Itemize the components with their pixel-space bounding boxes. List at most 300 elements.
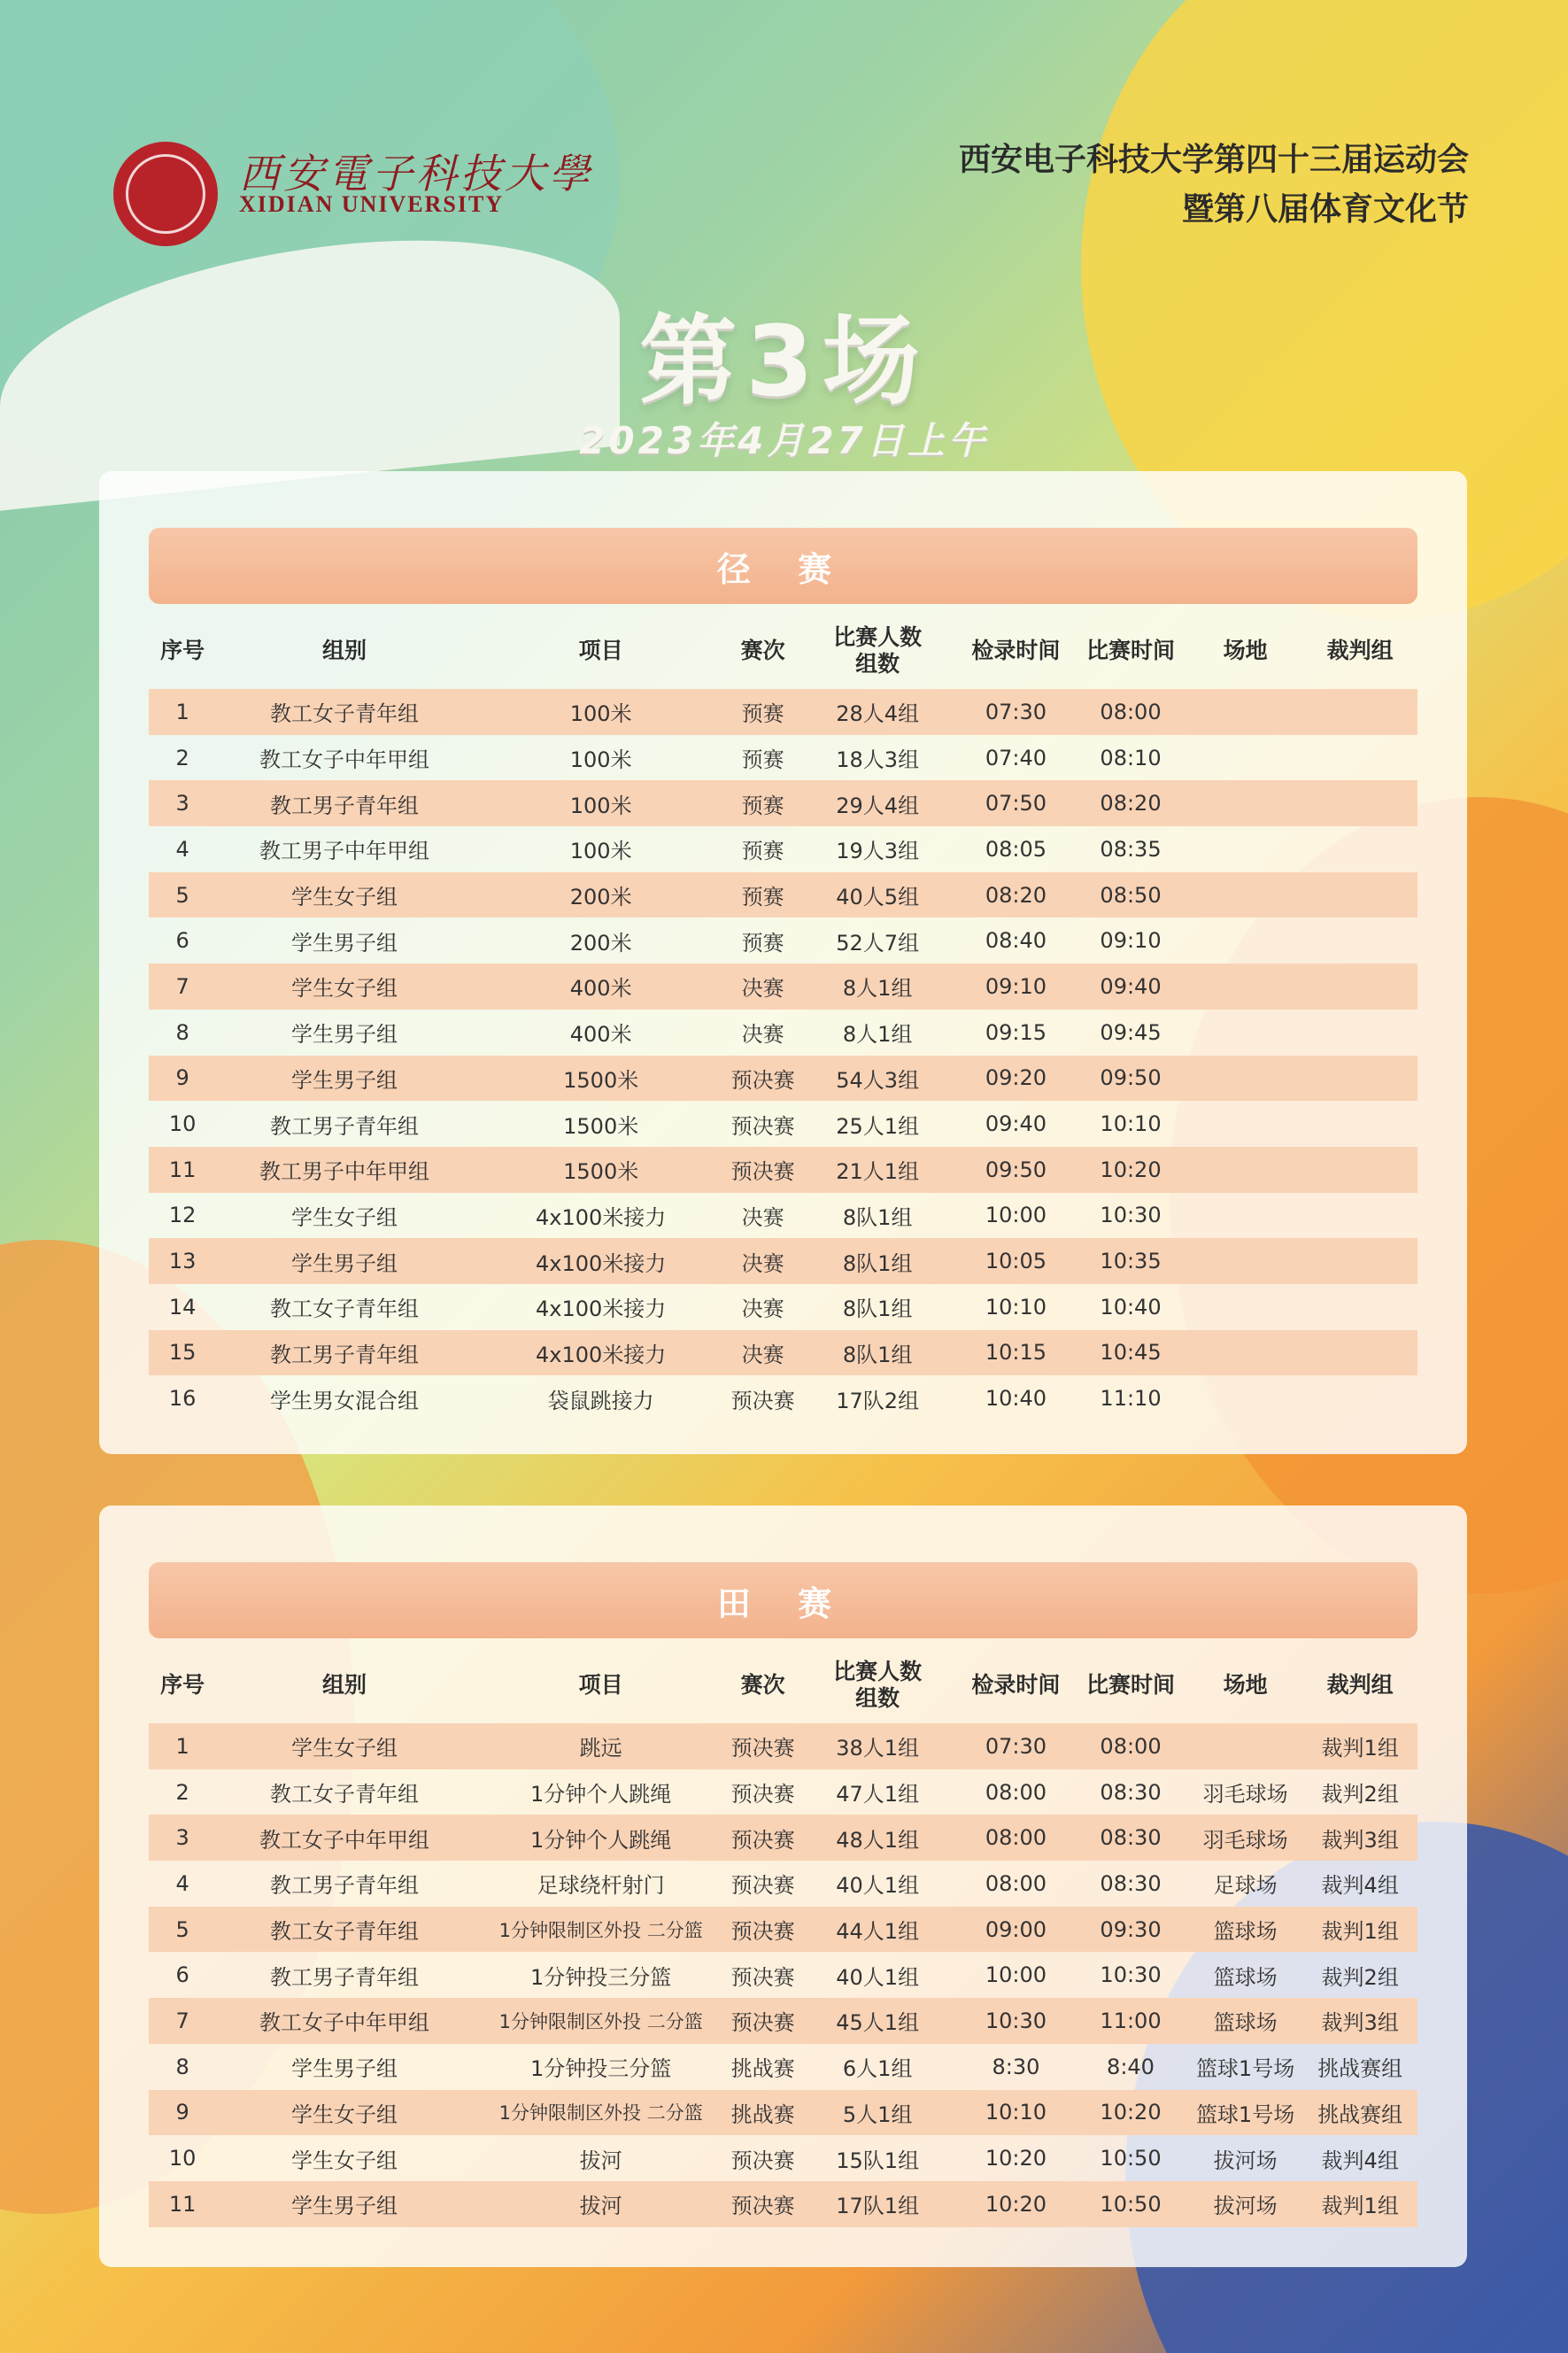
table-cell [1302, 1147, 1417, 1193]
table-cell: 学生女子组 [216, 964, 473, 1010]
table-cell: 6 [175, 1962, 189, 1988]
table-row [149, 1010, 1417, 1056]
table-cell: 08:00 [959, 1815, 1074, 1861]
table-cell: 3 [149, 780, 216, 826]
table-cell [1302, 1010, 1417, 1056]
table-cell: 预决赛 [730, 1998, 797, 2044]
table-cell: 08:00 [1073, 689, 1188, 735]
table-cell: 6人1组 [842, 2056, 913, 2082]
table-cell [1188, 1284, 1303, 1330]
table-cell: 08:35 [1100, 836, 1162, 862]
table-cell: 8队1组 [797, 1238, 959, 1284]
field-table [149, 1647, 1417, 2227]
table-cell: 学生女子组 [291, 2148, 398, 2173]
table-cell: 足球场 [1213, 1873, 1278, 1899]
table-cell: 教工女子青年组 [270, 1296, 420, 1322]
session-date: 2023年4月27日上午 [579, 419, 989, 462]
table-cell [1188, 826, 1303, 872]
track-table [149, 613, 1417, 1421]
table-cell: 教工女子青年组 [270, 1782, 420, 1807]
table-row [149, 689, 1417, 735]
table-cell: 裁判4组 [1321, 1873, 1399, 1899]
table-cell: 裁判2组 [1321, 1964, 1399, 1990]
table-cell: 10:10 [959, 2090, 1074, 2136]
table-cell: 决赛 [730, 1330, 797, 1376]
table-row [149, 2135, 1417, 2181]
table-cell: 08:20 [1073, 780, 1188, 826]
table-cell: 10 [168, 1111, 197, 1137]
table-cell [1302, 1375, 1417, 1421]
table-cell: 200米 [473, 872, 730, 918]
table-cell: 10:20 [959, 2181, 1074, 2227]
field-panel [99, 1505, 1467, 2267]
table-cell: 决赛 [730, 1238, 797, 1284]
table-cell: 5 [149, 1907, 216, 1953]
table-cell: 10:30 [1100, 1962, 1162, 1988]
table-cell [1302, 780, 1417, 826]
column-header: 项目 [578, 638, 623, 663]
column-header: 组别 [322, 1672, 367, 1698]
table-cell: 学生女子组 [291, 1204, 398, 1230]
table-cell: 裁判1组 [1302, 1907, 1417, 1953]
table-cell: 4x100米接力 [473, 1330, 730, 1376]
table-row [149, 1284, 1417, 1330]
table-cell: 预决赛 [730, 1723, 797, 1769]
table-cell: 4x100米接力 [536, 1204, 667, 1230]
table-cell: 跳远 [473, 1723, 730, 1769]
table-row [149, 964, 1417, 1010]
table-cell: 学生女子组 [216, 2090, 473, 2136]
table-cell: 1分钟限制区外投 二分篮 [473, 1907, 730, 1953]
table-cell: 决赛 [741, 1204, 784, 1230]
table-cell: 教工男子青年组 [270, 1964, 420, 1990]
table-cell: 1分钟投三分篮 [530, 2056, 672, 2082]
table-cell: 07:30 [959, 1723, 1074, 1769]
table-cell: 7 [149, 1998, 216, 2044]
table-cell: 决赛 [730, 964, 797, 1010]
table-cell: 11:10 [1100, 1386, 1162, 1412]
table-cell: 08:30 [1073, 1815, 1188, 1861]
table-cell: 10:15 [959, 1330, 1074, 1376]
table-cell: 400米 [473, 964, 730, 1010]
table-cell: 1分钟限制区外投 二分篮 [473, 1998, 730, 2044]
table-cell: 学生男子组 [216, 1056, 473, 1102]
table-row [149, 1998, 1417, 2044]
table-cell: 25人1组 [836, 1113, 920, 1139]
table-cell: 挑战赛 [730, 2090, 797, 2136]
table-cell: 15队1组 [836, 2148, 920, 2173]
column-header: 比赛时间 [1086, 1672, 1176, 1698]
table-cell: 08:00 [1073, 1723, 1188, 1769]
table-cell: 教工男子青年组 [270, 1113, 420, 1139]
table-cell: 08:50 [1073, 872, 1188, 918]
table-cell: 12 [168, 1203, 197, 1228]
table-cell: 07:40 [985, 745, 1047, 770]
table-row [149, 1861, 1417, 1907]
table-cell: 8:30 [992, 2054, 1040, 2079]
table-cell: 11 [149, 2181, 216, 2227]
table-cell: 10 [168, 2146, 197, 2171]
table-cell: 学生女子组 [216, 872, 473, 918]
session-title: 第3场 [639, 305, 929, 418]
table-cell: 教工男子中年甲组 [216, 1147, 473, 1193]
table-cell: 裁判3组 [1302, 1998, 1417, 2044]
table-cell [1188, 964, 1303, 1010]
table-cell: 8队1组 [842, 1204, 913, 1230]
table-cell: 08:30 [1100, 1870, 1162, 1896]
track-table-body [149, 689, 1417, 1421]
table-row [149, 1238, 1417, 1284]
table-cell: 4 [175, 836, 189, 862]
table-cell: 19人3组 [836, 839, 920, 864]
table-row [149, 1723, 1417, 1769]
table-cell: 篮球场 [1188, 1907, 1303, 1953]
table-cell: 400米 [569, 1022, 632, 1048]
table-cell: 决赛 [741, 1296, 784, 1322]
table-cell: 200米 [569, 930, 632, 956]
table-cell [1302, 735, 1417, 781]
table-cell: 学生男子组 [291, 1022, 398, 1048]
table-cell: 教工女子中年甲组 [216, 1815, 473, 1861]
table-cell [1302, 1193, 1417, 1239]
table-cell: 21人1组 [797, 1147, 959, 1193]
table-cell [1302, 917, 1417, 964]
table-cell [1188, 780, 1303, 826]
table-cell [1302, 1101, 1417, 1147]
table-cell: 100米 [473, 689, 730, 735]
table-cell: 1分钟投三分篮 [530, 1964, 672, 1990]
table-cell: 10:50 [1100, 2146, 1162, 2171]
table-cell: 08:30 [1100, 1779, 1162, 1805]
column-header: 场地 [1223, 1672, 1268, 1698]
column-header: 检录时间 [971, 1672, 1061, 1698]
table-cell: 17队1组 [797, 2181, 959, 2227]
table-cell [1302, 964, 1417, 1010]
table-cell [1188, 1101, 1303, 1147]
column-header: 序号 [160, 638, 205, 663]
table-cell: 教工女子中年甲组 [216, 1998, 473, 2044]
table-cell: 预决赛 [730, 1388, 795, 1413]
table-cell: 学生男子组 [216, 2181, 473, 2227]
table-cell: 10:00 [985, 1962, 1047, 1988]
table-row [149, 1056, 1417, 1102]
table-cell: 预决赛 [730, 1873, 795, 1899]
table-cell: 08:20 [959, 872, 1074, 918]
table-cell: 09:20 [959, 1056, 1074, 1102]
table-cell: 预赛 [741, 930, 784, 956]
table-row [149, 1907, 1417, 1953]
column-header: 检录时间 [971, 638, 1061, 663]
column-header: 项目 [578, 1672, 623, 1698]
table-cell: 教工男子青年组 [216, 780, 473, 826]
table-cell: 拔河 [579, 2148, 622, 2173]
table-cell: 挑战赛组 [1302, 2090, 1417, 2136]
table-cell: 48人1组 [797, 1815, 959, 1861]
table-cell: 9 [149, 1056, 216, 1102]
table-cell: 决赛 [741, 1022, 784, 1048]
table-cell: 09:50 [1073, 1056, 1188, 1102]
table-cell: 08:05 [985, 836, 1047, 862]
table-cell: 09:40 [1073, 964, 1188, 1010]
table-cell: 1分钟限制区外投 二分篮 [473, 2090, 730, 2136]
table-cell: 09:40 [985, 1111, 1047, 1137]
header [0, 0, 1568, 266]
table-cell: 教工女子中年甲组 [259, 747, 430, 773]
table-cell: 拔河场 [1213, 2148, 1278, 2173]
table-cell: 14 [168, 1294, 197, 1320]
table-cell: 2 [175, 1779, 189, 1805]
track-table-header [149, 613, 1417, 689]
table-cell: 40人5组 [797, 872, 959, 918]
table-cell: 38人1组 [797, 1723, 959, 1769]
table-cell: 裁判2组 [1321, 1782, 1399, 1807]
table-cell: 7 [149, 964, 216, 1010]
table-cell: 教工男子青年组 [270, 1873, 420, 1899]
table-cell: 10:20 [985, 2146, 1047, 2171]
track-section-header: 径 赛 [149, 528, 1417, 604]
table-cell: 裁判1组 [1302, 2181, 1417, 2227]
table-cell: 预决赛 [730, 1056, 797, 1102]
table-cell: 足球绕杆射门 [537, 1873, 665, 1899]
table-row [149, 1101, 1417, 1147]
table-cell: 40人1组 [836, 1964, 920, 1990]
table-cell: 预决赛 [730, 1815, 797, 1861]
table-cell: 10:50 [1073, 2181, 1188, 2227]
table-row [149, 1375, 1417, 1421]
table-cell: 8 [175, 2054, 189, 2079]
table-cell: 47人1组 [836, 1782, 920, 1807]
table-cell: 13 [149, 1238, 216, 1284]
table-cell [1188, 1238, 1303, 1284]
table-cell: 8队1组 [797, 1330, 959, 1376]
table-cell [1302, 689, 1417, 735]
table-cell: 预决赛 [730, 1113, 795, 1139]
table-cell: 1500米 [563, 1113, 639, 1139]
table-cell [1302, 826, 1417, 872]
university-logo-cn: 西安電子科技大學 [239, 150, 593, 197]
table-row [149, 1330, 1417, 1376]
table-cell [1188, 1193, 1303, 1239]
table-row [149, 2044, 1417, 2090]
table-cell: 篮球1号场 [1195, 2056, 1295, 2082]
table-cell: 10:40 [1100, 1294, 1162, 1320]
column-header: 裁判组 [1326, 638, 1394, 663]
table-cell: 预决赛 [730, 1782, 795, 1807]
table-cell: 8:40 [1107, 2054, 1155, 2079]
table-cell: 挑战赛 [730, 2056, 795, 2082]
table-cell: 预决赛 [730, 2148, 795, 2173]
table-cell: 预赛 [741, 839, 784, 864]
table-cell: 5 [149, 872, 216, 918]
table-cell: 07:30 [959, 689, 1074, 735]
table-cell: 学生女子组 [216, 1723, 473, 1769]
table-cell: 2 [175, 745, 189, 770]
table-cell [1302, 1238, 1417, 1284]
table-cell: 10:40 [985, 1386, 1047, 1412]
table-cell: 1500米 [473, 1056, 730, 1102]
table-cell: 裁判1组 [1302, 1723, 1417, 1769]
table-cell: 40人1组 [836, 1873, 920, 1899]
table-cell: 预决赛 [730, 1147, 797, 1193]
table-cell: 09:00 [959, 1907, 1074, 1953]
table-row [149, 826, 1417, 872]
table-cell: 教工男子青年组 [216, 1330, 473, 1376]
table-row [149, 1147, 1417, 1193]
table-cell [1302, 1330, 1417, 1376]
table-cell: 08:00 [985, 1870, 1047, 1896]
table-cell: 10:10 [985, 1294, 1047, 1320]
table-cell: 教工女子青年组 [216, 689, 473, 735]
table-cell: 预赛 [730, 689, 797, 735]
column-header: 赛次 [740, 1672, 785, 1698]
table-row [149, 1193, 1417, 1239]
table-row [149, 735, 1417, 781]
table-cell: 挑战赛组 [1317, 2056, 1403, 2082]
table-cell [1188, 689, 1303, 735]
table-cell: 拔河场 [1188, 2181, 1303, 2227]
table-cell: 预决赛 [730, 2181, 797, 2227]
field-table-body [149, 1723, 1417, 2227]
table-cell: 5人1组 [797, 2090, 959, 2136]
table-cell: 52人7组 [836, 930, 920, 956]
table-cell: 8人1组 [842, 1022, 913, 1048]
table-cell [1188, 1723, 1303, 1769]
table-cell [1188, 1010, 1303, 1056]
table-cell: 09:15 [985, 1019, 1047, 1045]
table-cell: 篮球场 [1213, 1964, 1278, 1990]
table-cell [1188, 1056, 1303, 1102]
table-cell: 拔河 [473, 2181, 730, 2227]
table-cell: 44人1组 [797, 1907, 959, 1953]
table-cell: 3 [149, 1815, 216, 1861]
table-cell: 09:10 [959, 964, 1074, 1010]
column-header: 场地 [1223, 638, 1268, 663]
table-cell: 10:45 [1073, 1330, 1188, 1376]
column-header: 比赛时间 [1086, 638, 1176, 663]
table-row [149, 2181, 1417, 2227]
table-cell: 9 [149, 2090, 216, 2136]
table-cell: 28人4组 [797, 689, 959, 735]
table-cell [1188, 1330, 1303, 1376]
university-logo-en: XIDIAN UNIVERSITY [239, 191, 505, 217]
table-cell: 45人1组 [797, 1998, 959, 2044]
table-cell: 篮球1号场 [1188, 2090, 1303, 2136]
table-cell: 08:00 [985, 1779, 1047, 1805]
column-header: 裁判组 [1326, 1672, 1394, 1698]
column-header: 赛次 [740, 638, 785, 663]
table-cell: 学生男子组 [291, 2056, 398, 2082]
table-row [149, 2090, 1417, 2136]
table-cell: 裁判4组 [1321, 2148, 1399, 2173]
table-cell: 4x100米接力 [473, 1238, 730, 1284]
table-cell: 羽毛球场 [1188, 1815, 1303, 1861]
table-cell [1188, 917, 1303, 964]
table-cell: 预赛 [741, 747, 784, 773]
table-cell: 09:50 [959, 1147, 1074, 1193]
table-cell: 10:20 [1073, 2090, 1188, 2136]
table-cell: 10:30 [1100, 1203, 1162, 1228]
table-row [149, 780, 1417, 826]
table-cell: 教工女子青年组 [216, 1907, 473, 1953]
table-cell: 10:05 [959, 1238, 1074, 1284]
table-cell: 学生男子组 [291, 930, 398, 956]
column-header: 序号 [160, 1672, 205, 1698]
column-header: 比赛人数 组数 [833, 624, 923, 677]
table-cell: 100米 [569, 839, 632, 864]
table-cell: 8队1组 [842, 1296, 913, 1322]
university-seal-icon [113, 142, 218, 246]
field-section-header: 田 赛 [149, 1562, 1417, 1638]
table-cell: 1分钟个人跳绳 [473, 1815, 730, 1861]
table-cell: 4x100米接力 [536, 1296, 667, 1322]
table-cell [1302, 872, 1417, 918]
event-subtitle: 暨第八届体育文化节 [1181, 191, 1469, 228]
table-cell: 15 [149, 1330, 216, 1376]
table-cell: 学生男子组 [216, 1238, 473, 1284]
table-cell: 6 [175, 928, 189, 954]
table-row [149, 917, 1417, 964]
table-row [149, 1769, 1417, 1815]
table-cell [1188, 872, 1303, 918]
column-header: 比赛人数 组数 [833, 1659, 923, 1711]
table-cell: 100米 [569, 747, 632, 773]
table-cell: 1 [149, 1723, 216, 1769]
table-cell: 07:50 [959, 780, 1074, 826]
table-cell: 54人3组 [797, 1056, 959, 1102]
table-cell: 10:10 [1100, 1111, 1162, 1137]
table-cell: 09:10 [1100, 928, 1162, 954]
table-cell: 教工男子中年甲组 [259, 839, 430, 864]
table-cell: 10:30 [959, 1998, 1074, 2044]
table-cell: 10:20 [1073, 1147, 1188, 1193]
table-cell: 10:00 [985, 1203, 1047, 1228]
table-cell: 1 [149, 689, 216, 735]
table-row [149, 872, 1417, 918]
table-cell: 预赛 [730, 872, 797, 918]
table-cell: 8人1组 [797, 964, 959, 1010]
table-cell: 16 [168, 1386, 197, 1412]
table-cell: 17队2组 [836, 1388, 920, 1413]
table-cell: 羽毛球场 [1202, 1782, 1288, 1807]
table-cell: 100米 [473, 780, 730, 826]
table-cell: 29人4组 [797, 780, 959, 826]
table-cell: 1分钟个人跳绳 [530, 1782, 672, 1807]
table-cell: 学生男女混合组 [270, 1388, 420, 1413]
table-cell [1188, 1375, 1303, 1421]
table-row [149, 1952, 1417, 1998]
table-cell: 预赛 [730, 780, 797, 826]
event-title: 西安电子科技大学第四十三届运动会 [958, 142, 1469, 178]
field-table-header [149, 1647, 1417, 1723]
table-cell: 袋鼠跳接力 [547, 1388, 654, 1413]
table-cell: 篮球场 [1188, 1998, 1303, 2044]
table-cell: 裁判3组 [1302, 1815, 1417, 1861]
table-cell: 11 [149, 1147, 216, 1193]
table-cell: 4 [175, 1870, 189, 1896]
table-cell [1302, 1056, 1417, 1102]
table-cell: 10:35 [1073, 1238, 1188, 1284]
track-panel [99, 471, 1467, 1454]
table-cell: 11:00 [1073, 1998, 1188, 2044]
table-cell: 预决赛 [730, 1964, 795, 1990]
table-cell: 08:10 [1100, 745, 1162, 770]
table-cell: 08:40 [985, 928, 1047, 954]
table-cell: 09:30 [1073, 1907, 1188, 1953]
table-cell: 预决赛 [730, 1907, 797, 1953]
table-cell: 8 [175, 1019, 189, 1045]
table-cell [1188, 1147, 1303, 1193]
table-cell: 1500米 [473, 1147, 730, 1193]
